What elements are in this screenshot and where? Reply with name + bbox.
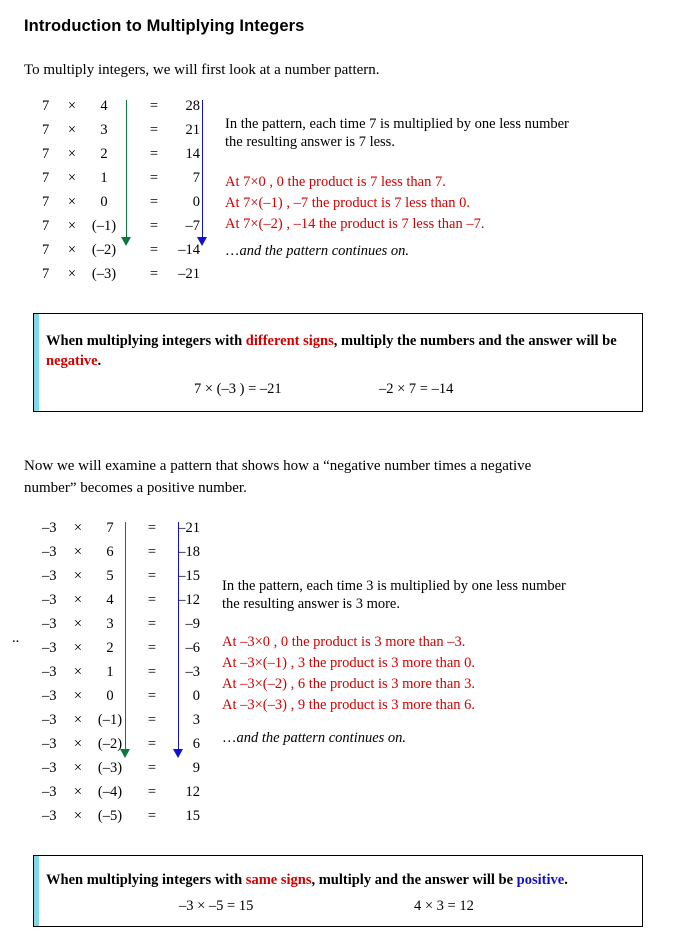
pattern2-red-note-line: At –3×(–2) , 6 the product is 3 more than 3. bbox=[222, 676, 476, 692]
factor-a: –3 bbox=[42, 568, 57, 584]
pattern-row bbox=[42, 712, 200, 736]
rule2-line1-part2: , multiply and the answer will be bbox=[311, 872, 517, 888]
pattern-row bbox=[42, 146, 200, 170]
factor-a: 7 bbox=[42, 266, 50, 282]
pattern2-red-note-line: At –3×(–3) , 9 the product is 3 more than 6. bbox=[222, 697, 476, 713]
pattern-row bbox=[42, 808, 200, 832]
factor-a: –3 bbox=[42, 544, 57, 560]
pattern1-red-note-line: At 7×(–2) , –14 the product is 7 less than –7. bbox=[225, 216, 485, 232]
ellipsis: … bbox=[222, 730, 237, 746]
down-arrow-head-right bbox=[197, 237, 207, 246]
rule1-line2-part2: . bbox=[97, 353, 102, 369]
times-symbol: × bbox=[73, 808, 83, 824]
stray-dots: .. bbox=[12, 630, 20, 646]
equals-symbol: = bbox=[149, 122, 158, 138]
times-symbol: × bbox=[73, 616, 83, 632]
page-title: Introduction to Multiplying Integers bbox=[24, 17, 305, 35]
factor-b: 6 bbox=[106, 544, 114, 560]
pattern1-note: In the pattern, each time 7 is multiplied by one less number the resulting answer is 7 less. bbox=[225, 116, 569, 150]
product-value: –18 bbox=[178, 544, 200, 560]
product-value: 12 bbox=[185, 784, 200, 800]
factor-a: –3 bbox=[42, 664, 57, 680]
rule2-example-right: 4 × 3 = 12 bbox=[414, 898, 474, 914]
pattern2-red-note-line: At –3×0 , 0 the product is 3 more than –3. bbox=[222, 634, 466, 650]
times-symbol: × bbox=[73, 712, 83, 728]
factor-a: –3 bbox=[42, 520, 57, 536]
factor-b: 0 bbox=[106, 688, 114, 704]
factor-a: –3 bbox=[42, 760, 57, 776]
pattern-table-2 bbox=[42, 520, 200, 832]
down-arrow-head-left bbox=[121, 237, 131, 246]
factor-a: 7 bbox=[42, 146, 50, 162]
times-symbol: × bbox=[73, 544, 83, 560]
pattern-row bbox=[42, 266, 200, 290]
product-value: –7 bbox=[185, 218, 200, 234]
rule1-highlight-different-signs: different signs bbox=[245, 333, 334, 349]
factor-a: –3 bbox=[42, 712, 57, 728]
factor-b: (–1) bbox=[97, 712, 123, 728]
product-value: –21 bbox=[178, 266, 200, 282]
factor-b: 1 bbox=[106, 664, 114, 680]
product-value: –6 bbox=[185, 640, 200, 656]
factor-b: (–1) bbox=[91, 218, 117, 234]
pattern2-red-notes bbox=[222, 632, 602, 716]
factor-b: 0 bbox=[100, 194, 108, 210]
factor-a: –3 bbox=[42, 808, 57, 824]
pattern1-red-note-line: At 7×0 , 0 the product is 7 less than 7. bbox=[225, 174, 446, 190]
product-value: 7 bbox=[192, 170, 200, 186]
product-value: 14 bbox=[185, 146, 200, 162]
rule1-text bbox=[46, 331, 634, 371]
rule2-example-left: –3 × –5 = 15 bbox=[179, 898, 254, 914]
equals-symbol: = bbox=[149, 242, 158, 258]
times-symbol: × bbox=[73, 520, 83, 536]
factor-b: (–3) bbox=[91, 266, 117, 282]
rule-box-accent-bar bbox=[34, 314, 39, 411]
rule2-line1-part3: . bbox=[564, 872, 568, 888]
rule2-text bbox=[46, 870, 634, 890]
product-value: –3 bbox=[185, 664, 200, 680]
pattern-row bbox=[42, 122, 200, 146]
equals-symbol: = bbox=[147, 664, 157, 680]
times-symbol: × bbox=[67, 194, 77, 210]
factor-a: –3 bbox=[42, 592, 57, 608]
times-symbol: × bbox=[73, 568, 83, 584]
product-value: –15 bbox=[178, 568, 200, 584]
pattern-row bbox=[42, 664, 200, 688]
intro-paragraph-1: To multiply integers, we will first look at a number pattern. bbox=[24, 62, 380, 78]
equals-symbol: = bbox=[147, 760, 157, 776]
factor-b: (–2) bbox=[97, 736, 123, 752]
pattern2-red-note-line: At –3×(–1) , 3 the product is 3 more than 0. bbox=[222, 655, 476, 671]
equals-symbol: = bbox=[147, 520, 157, 536]
equals-symbol: = bbox=[147, 544, 157, 560]
factor-b: 3 bbox=[106, 616, 114, 632]
times-symbol: × bbox=[67, 122, 77, 138]
down-arrow-head-right-2 bbox=[173, 749, 183, 758]
down-arrow-shaft-left bbox=[126, 100, 127, 238]
product-value: 0 bbox=[192, 688, 200, 704]
pattern-row bbox=[42, 520, 200, 544]
equals-symbol: = bbox=[147, 568, 157, 584]
factor-b: 3 bbox=[100, 122, 108, 138]
rule-box-different-signs bbox=[33, 313, 643, 412]
down-arrow-head-left-2 bbox=[120, 749, 130, 758]
rule1-line1-part2: , multiply the numbers and the answer bbox=[333, 333, 573, 349]
pattern-row bbox=[42, 98, 200, 122]
product-value: –14 bbox=[178, 242, 200, 258]
rule1-example-left: 7 × (–3 ) = –21 bbox=[194, 381, 282, 397]
times-symbol: × bbox=[67, 170, 77, 186]
factor-b: 7 bbox=[106, 520, 114, 536]
rule1-line1-part1: When multiplying integers with bbox=[46, 333, 246, 349]
continues-text: and the pattern continues on. bbox=[236, 730, 407, 746]
pattern-row bbox=[42, 568, 200, 592]
down-arrow-shaft-right-2 bbox=[178, 522, 179, 750]
equals-symbol: = bbox=[149, 146, 158, 162]
pattern-row bbox=[42, 544, 200, 568]
pattern1-continues-note bbox=[225, 243, 409, 260]
product-value: 15 bbox=[185, 808, 200, 824]
rule2-line1-part1: When multiplying integers with bbox=[46, 872, 246, 888]
pattern1-red-note-line: At 7×(–1) , –7 the product is 7 less than 0. bbox=[225, 195, 470, 211]
times-symbol: × bbox=[73, 592, 83, 608]
factor-b: 4 bbox=[106, 592, 114, 608]
factor-b: (–5) bbox=[97, 808, 123, 824]
rule1-example-right: –2 × 7 = –14 bbox=[379, 381, 454, 397]
rule1-highlight-negative: negative bbox=[46, 353, 98, 369]
pattern-row bbox=[42, 194, 200, 218]
factor-a: –3 bbox=[42, 688, 57, 704]
pattern-row bbox=[42, 170, 200, 194]
factor-a: 7 bbox=[42, 242, 50, 258]
equals-symbol: = bbox=[147, 784, 157, 800]
equals-symbol: = bbox=[147, 592, 157, 608]
product-value: 28 bbox=[185, 98, 200, 114]
times-symbol: × bbox=[73, 640, 83, 656]
equals-symbol: = bbox=[149, 218, 158, 234]
rule-box-same-signs bbox=[33, 855, 643, 927]
factor-a: 7 bbox=[42, 122, 50, 138]
rule1-line2-part1: will be bbox=[575, 333, 617, 349]
intro-paragraph-2: Now we will examine a pattern that shows how a “negative number times a negative number” becomes a positive number. bbox=[24, 458, 532, 496]
equals-symbol: = bbox=[147, 808, 157, 824]
factor-a: –3 bbox=[42, 736, 57, 752]
continues-text: and the pattern continues on. bbox=[239, 243, 410, 259]
pattern1-red-notes bbox=[225, 172, 595, 235]
pattern2-continues-note bbox=[222, 730, 406, 747]
down-arrow-shaft-left-2 bbox=[125, 522, 126, 750]
times-symbol: × bbox=[73, 664, 83, 680]
pattern-row bbox=[42, 616, 200, 640]
equals-symbol: = bbox=[149, 170, 158, 186]
equals-symbol: = bbox=[147, 616, 157, 632]
factor-b: (–4) bbox=[97, 784, 123, 800]
down-arrow-shaft-right bbox=[202, 100, 203, 238]
pattern-row bbox=[42, 640, 200, 664]
equals-symbol: = bbox=[147, 712, 157, 728]
rule-box-accent-bar bbox=[34, 856, 39, 926]
pattern-row bbox=[42, 592, 200, 616]
factor-b: 1 bbox=[100, 170, 108, 186]
ellipsis: … bbox=[225, 243, 240, 259]
pattern2-note: In the pattern, each time 3 is multiplied by one less number the resulting answer is 3 more. bbox=[222, 578, 566, 612]
times-symbol: × bbox=[73, 760, 83, 776]
pattern-row bbox=[42, 688, 200, 712]
times-symbol: × bbox=[67, 146, 77, 162]
factor-a: –3 bbox=[42, 784, 57, 800]
factor-b: (–2) bbox=[91, 242, 117, 258]
product-value: –21 bbox=[178, 520, 200, 536]
equals-symbol: = bbox=[149, 98, 158, 114]
rule2-highlight-positive: positive bbox=[516, 872, 565, 888]
times-symbol: × bbox=[67, 266, 77, 282]
factor-a: –3 bbox=[42, 616, 57, 632]
factor-b: 5 bbox=[106, 568, 114, 584]
rule2-highlight-same-signs: same signs bbox=[245, 872, 312, 888]
times-symbol: × bbox=[67, 218, 77, 234]
product-value: 3 bbox=[192, 712, 200, 728]
product-value: 0 bbox=[192, 194, 200, 210]
pattern-table-1 bbox=[42, 98, 200, 290]
factor-a: 7 bbox=[42, 194, 50, 210]
times-symbol: × bbox=[73, 688, 83, 704]
product-value: –12 bbox=[178, 592, 200, 608]
pattern-row bbox=[42, 784, 200, 808]
equals-symbol: = bbox=[147, 640, 157, 656]
product-value: –9 bbox=[185, 616, 200, 632]
equals-symbol: = bbox=[147, 688, 157, 704]
factor-b: 2 bbox=[106, 640, 114, 656]
pattern-row bbox=[42, 760, 200, 784]
times-symbol: × bbox=[73, 784, 83, 800]
equals-symbol: = bbox=[149, 266, 158, 282]
factor-b: 4 bbox=[100, 98, 108, 114]
product-value: 9 bbox=[192, 760, 200, 776]
times-symbol: × bbox=[73, 736, 83, 752]
factor-a: 7 bbox=[42, 98, 50, 114]
product-value: 6 bbox=[192, 736, 200, 752]
equals-symbol: = bbox=[147, 736, 157, 752]
times-symbol: × bbox=[67, 98, 77, 114]
factor-a: 7 bbox=[42, 170, 50, 186]
factor-b: (–3) bbox=[97, 760, 123, 776]
factor-b: 2 bbox=[100, 146, 108, 162]
factor-a: –3 bbox=[42, 640, 57, 656]
product-value: 21 bbox=[185, 122, 200, 138]
times-symbol: × bbox=[67, 242, 77, 258]
equals-symbol: = bbox=[149, 194, 158, 210]
factor-a: 7 bbox=[42, 218, 50, 234]
